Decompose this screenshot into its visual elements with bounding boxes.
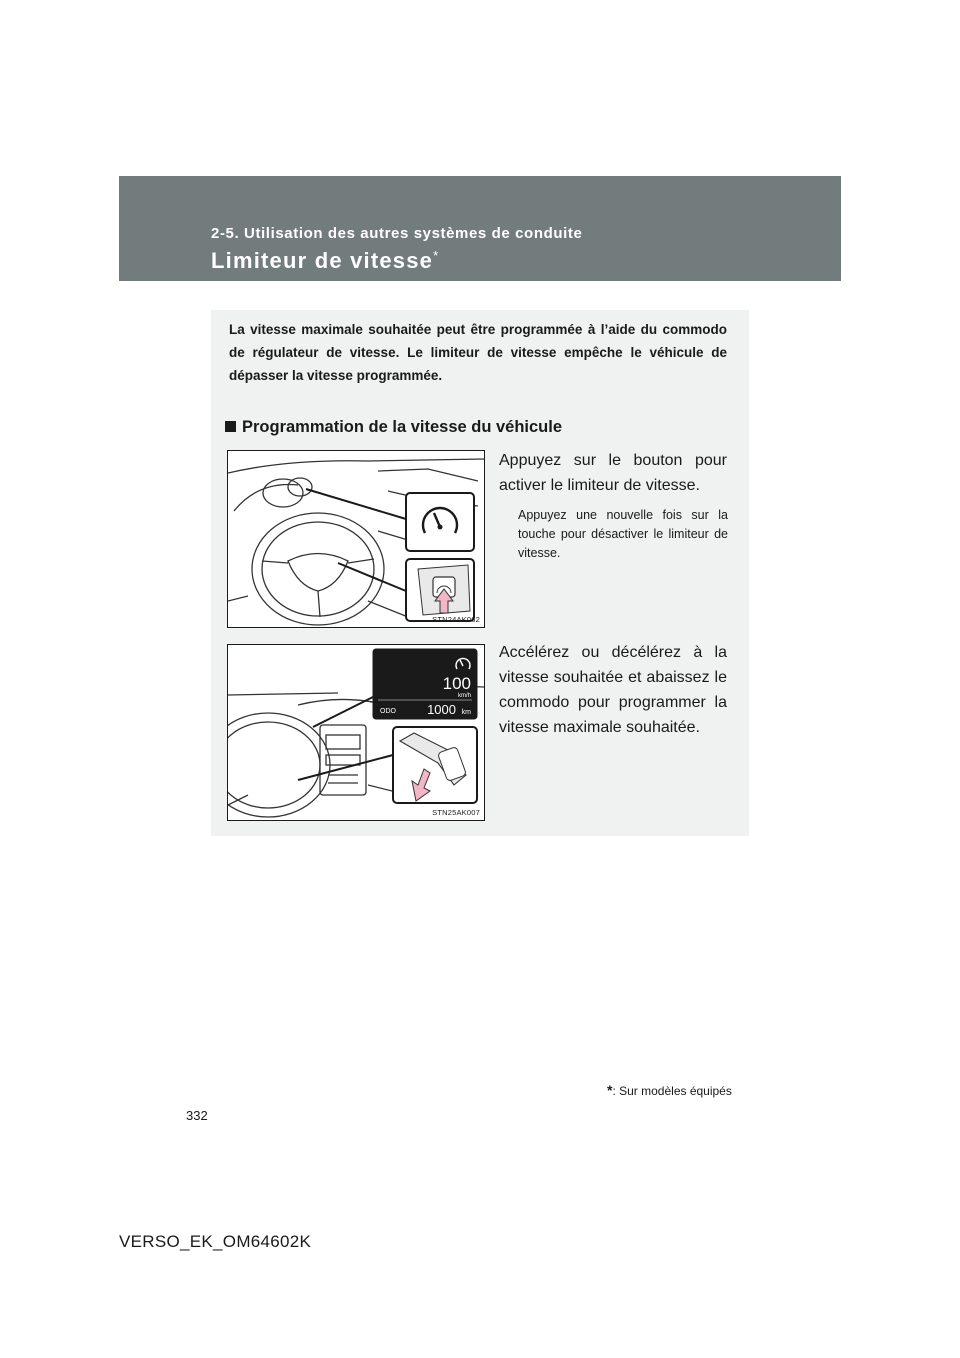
square-bullet-icon xyxy=(225,421,236,432)
display-odo-value: 1000 xyxy=(427,702,456,717)
page-number: 332 xyxy=(186,1108,208,1123)
section-label: 2-5. Utilisation des autres systèmes de conduite xyxy=(211,225,583,242)
subheading xyxy=(225,418,562,437)
footnote-mark: * xyxy=(607,1082,613,1098)
step-1-text: Appuyez sur le bouton pour activer le limiteur de vitesse. xyxy=(499,452,727,494)
subheading-text: Programmation de la vitesse du véhicule xyxy=(242,418,563,436)
page-title-text: Limiteur de vitesse xyxy=(211,248,434,273)
dashboard-illustration xyxy=(228,645,484,820)
figure-lever-display xyxy=(227,644,485,821)
display-speed: 100 xyxy=(442,674,471,693)
figure-code-2: STN25AK007 xyxy=(432,808,480,817)
intro-paragraph: La vitesse maximale souhaitée peut être programmée à l’aide du commodo de régulateur de vitesse. Le limiteur de vitesse empêche le véhicule de dépasser la vitesse programmée. xyxy=(229,322,727,383)
steering-wheel-illustration xyxy=(228,451,484,627)
step-2-text: Accélérez ou décélérez à la vitesse souhaitée et abaissez le commodo pour programmer la vitesse maximale souhaitée. xyxy=(499,644,727,736)
content-box xyxy=(211,310,749,836)
figure-code-1: STN24AK062 xyxy=(432,615,480,624)
step-1-note: Appuyez une nouvelle fois sur la touche pour désactiver le limiteur de vitesse. xyxy=(518,508,728,560)
display-odo-label: ODO xyxy=(380,708,396,715)
header-band xyxy=(119,176,841,281)
title-footnote-mark: * xyxy=(433,248,440,263)
footnote xyxy=(607,1082,732,1098)
figure-steering-wheel-button xyxy=(227,450,485,628)
document-code: VERSO_EK_OM64602K xyxy=(119,1232,312,1251)
display-odo-unit: km xyxy=(461,709,471,716)
page-title xyxy=(211,248,439,274)
display-speed-unit: km/h xyxy=(457,693,471,699)
footnote-text: : Sur modèles équipés xyxy=(612,1084,732,1098)
